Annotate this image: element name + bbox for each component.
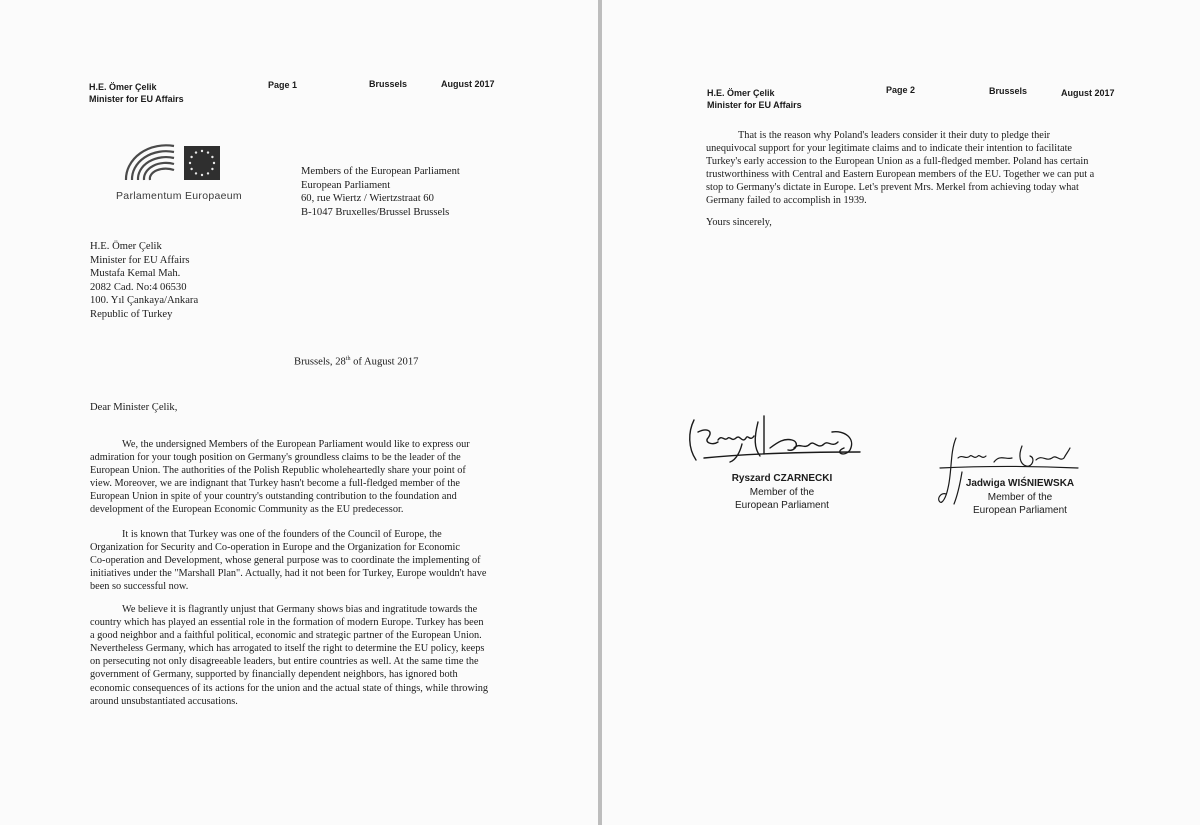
header-city: Brussels [369, 79, 408, 89]
paragraph-line: economic consequences of its actions for the union and the actual state of things, while throwing [90, 682, 489, 694]
recipient-address-line: Republic of Turkey [90, 308, 173, 320]
header-recipient-name: H.E. Ömer Çelik [89, 82, 157, 92]
header-page-number: Page 2 [886, 85, 916, 95]
logo-text: Parlamentum Europaeum [116, 190, 242, 202]
recipient-address-line: H.E. Ömer Çelik [90, 241, 162, 252]
header-city: Brussels [989, 86, 1028, 96]
salutation: Dear Minister Çelik, [90, 402, 178, 413]
paragraph-line: been so successful now. [90, 581, 189, 593]
sender-address [301, 165, 460, 219]
header-date: August 2017 [1061, 88, 1115, 98]
sender-address-line: European Parliament [301, 179, 391, 191]
paragraph-line: We believe it is flagrantly unjust that Germany shows bias and ingratitude towards the [122, 604, 478, 615]
dateline-prefix: Brussels, 28 [294, 356, 346, 368]
paragraph-line: That is the reason why Poland's leaders consider it their duty to pledge their [738, 130, 1051, 141]
paragraph-line: development of the European Economic Community as the EU predecessor. [90, 504, 404, 516]
paragraph-line: stop to Germany's dictate in Europe. Let's prevent Mrs. Merkel from achieving today what [706, 182, 1079, 194]
paragraph-line: unequivocal support for your legitimate claims and to indicate their intention to facilitate [706, 143, 1073, 155]
header-recipient-title: Minister for EU Affairs [89, 94, 184, 104]
paragraph-line: trustworthiness with Central and Eastern European members of the EU. Together we can put a [706, 169, 1095, 181]
paragraph-line: initiatives under the "Marshall Plan". Actually, had it not been for Turkey, Europe wouldn't have [90, 568, 487, 580]
european-parliament-logo [118, 138, 238, 188]
paragraph-1 [90, 438, 502, 517]
signatory-block-2 [960, 477, 1080, 518]
paragraph-line: It is known that Turkey was one of the founders of the Council of Europe, the [122, 529, 442, 540]
signatory-name: Ryszard CZARNECKI [731, 473, 833, 484]
paragraph-line: admiration for your tough position on Germany's groundless claims to be the leader of the [90, 452, 461, 464]
recipient-address-line: Mustafa Kemal Mah. [90, 268, 181, 280]
paragraph-line: on persecuting not only disagreeable leaders, but entire countries as well. At the same time the [90, 656, 479, 668]
paragraph-line: government of Germany, supported by financially dependent neighbors, has ignored both [90, 669, 458, 681]
parliament-hemicycle-icon [118, 138, 238, 188]
paragraph-3 [90, 603, 502, 708]
paragraph-line: view. Moreover, we are indignant that Turkey hasn't become a full-fledged member of the [90, 478, 460, 490]
paragraph-line: European Union in spite of your country's outstanding contribution to the foundation and [90, 491, 457, 503]
signatory-block-1 [712, 472, 852, 513]
dateline-suffix: of August 2017 [350, 356, 419, 368]
signatory-role: Member of the [987, 491, 1053, 503]
recipient-address [90, 240, 198, 322]
paragraph-line: Turkey's early accession to the European Union as a full-fledged member. Poland has certain [706, 156, 1089, 168]
signatory-name: Jadwiga WIŚNIEWSKA [965, 478, 1075, 489]
paragraph-line: a good neighbor and a faithful political, economic and strategic partner of the European Union. [90, 630, 482, 642]
paragraph-line: Organization for Security and Co-operation in Europe and the Organization for Economic [90, 542, 460, 554]
header-page-number: Page 1 [268, 80, 298, 90]
paragraph-2 [90, 528, 502, 593]
letter-dateline [294, 356, 418, 368]
paragraph-line: European Union. The authorities of the Polish Republic wholeheartedly share your point of [90, 465, 466, 477]
paragraph-line: We, the undersigned Members of the European Parliament would like to express our [122, 439, 470, 450]
paragraph-line: around unsubstantiated accusations. [90, 695, 238, 707]
letter-page-2 [602, 0, 1200, 825]
recipient-address-line: Minister for EU Affairs [90, 254, 190, 266]
paragraph-line: country which has played an essential role in the formation of modern Europe. Turkey has been [90, 617, 484, 629]
handwritten-signature-icon [684, 412, 884, 470]
paragraph-line: Germany failed to accomplish in 1939. [706, 195, 867, 207]
header-date: August 2017 [441, 79, 495, 89]
sender-address-line: 60, rue Wiertz / Wiertzstraat 60 [301, 193, 434, 205]
paragraph-closing-argument [706, 129, 1112, 208]
sender-address-line: B-1047 Bruxelles/Brussel Brussels [301, 206, 450, 218]
header-recipient-name: H.E. Ömer Çelik [707, 88, 775, 98]
recipient-address-line: 100. Yıl Çankaya/Ankara [90, 295, 199, 307]
recipient-address-line: 2082 Cad. No:4 06530 [90, 281, 187, 293]
letter-page-1 [0, 0, 598, 825]
paragraph-line: Nevertheless Germany, which has arrogated to itself the right to determine the EU policy, keeps [90, 643, 485, 655]
sender-address-line: Members of the European Parliament [301, 166, 460, 177]
signatory-role: European Parliament [973, 505, 1067, 516]
dateline-superscript: th [345, 356, 351, 362]
signatory-role: Member of the [749, 486, 815, 498]
signatory-role: European Parliament [735, 500, 829, 511]
closing: Yours sincerely, [706, 217, 772, 228]
header-recipient-title: Minister for EU Affairs [707, 100, 802, 110]
paragraph-line: Co-operation and Development, whose general purpose was to coordinate the implementing of [90, 555, 481, 567]
signature-czarnecki [684, 412, 884, 470]
